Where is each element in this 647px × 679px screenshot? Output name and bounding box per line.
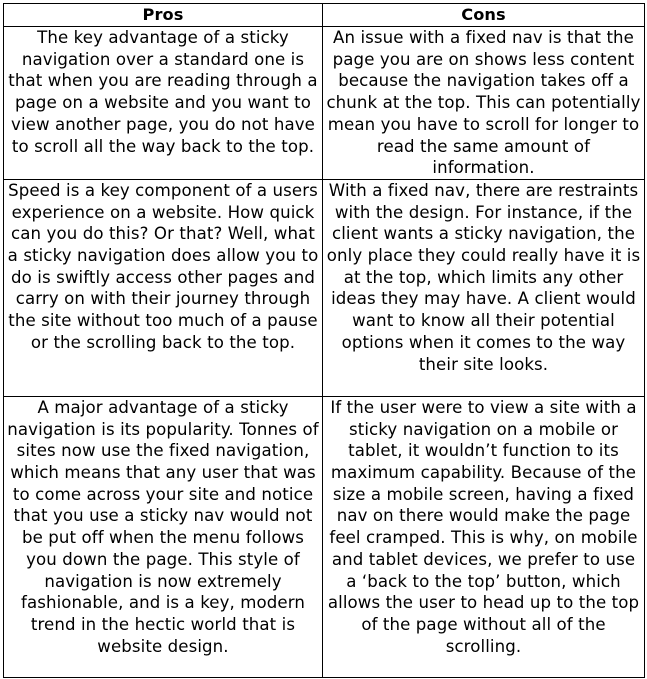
table-row — [4, 396, 645, 677]
cons-cell: An issue with a fixed nav is that the page you are on shows less content because the navigation takes off a chunk at the top. This can potentially mean you have to scroll for longer to read the same amount of information. — [323, 27, 645, 180]
cons-cell: With a fixed nav, there are restraints with the design. For instance, if the client wants a sticky navigation, the only place they could really have it is at the top, which limits any other ideas they may have. A client would want to know all their potential options when it comes to the way their site looks. — [323, 179, 645, 396]
pros-cell: A major advantage of a sticky navigation is its popularity. Tonnes of sites now use the fixed navigation, which means that any user that was to come across your site and notice that you use a sticky nav would not be put off when the menu follows you down the page. This style of navigation is now extremely fashionable, and is a key, modern trend in the hectic world that is website design. — [4, 396, 323, 677]
pros-header: Pros — [4, 4, 323, 27]
header-row — [4, 4, 645, 27]
pros-cell: Speed is a key component of a users experience on a website. How quick can you do this? Or that? Well, what a sticky navigation does allow you to do is swiftly access other pages and carry on with their journey through the site without too much of a pause or the scrolling back to the top. — [4, 179, 323, 396]
cons-cell: If the user were to view a site with a sticky navigation on a mobile or tablet, it wouldn’t function to its maximum capability. Because of the size a mobile screen, having a fixed nav on there would make the page feel cramped. This is why, on mobile and tablet devices, we prefer to use a ‘back to the top’ button, which allows the user to head up to the top of the page without all of the scrolling. — [323, 396, 645, 677]
pros-cell: The key advantage of a sticky navigation over a standard one is that when you are reading through a page on a website and you want to view another page, you do not have to scroll all the way back to the top. — [4, 27, 323, 180]
cons-header: Cons — [323, 4, 645, 27]
table-row — [4, 179, 645, 396]
pros-cons-table — [3, 3, 645, 678]
table-row — [4, 27, 645, 180]
